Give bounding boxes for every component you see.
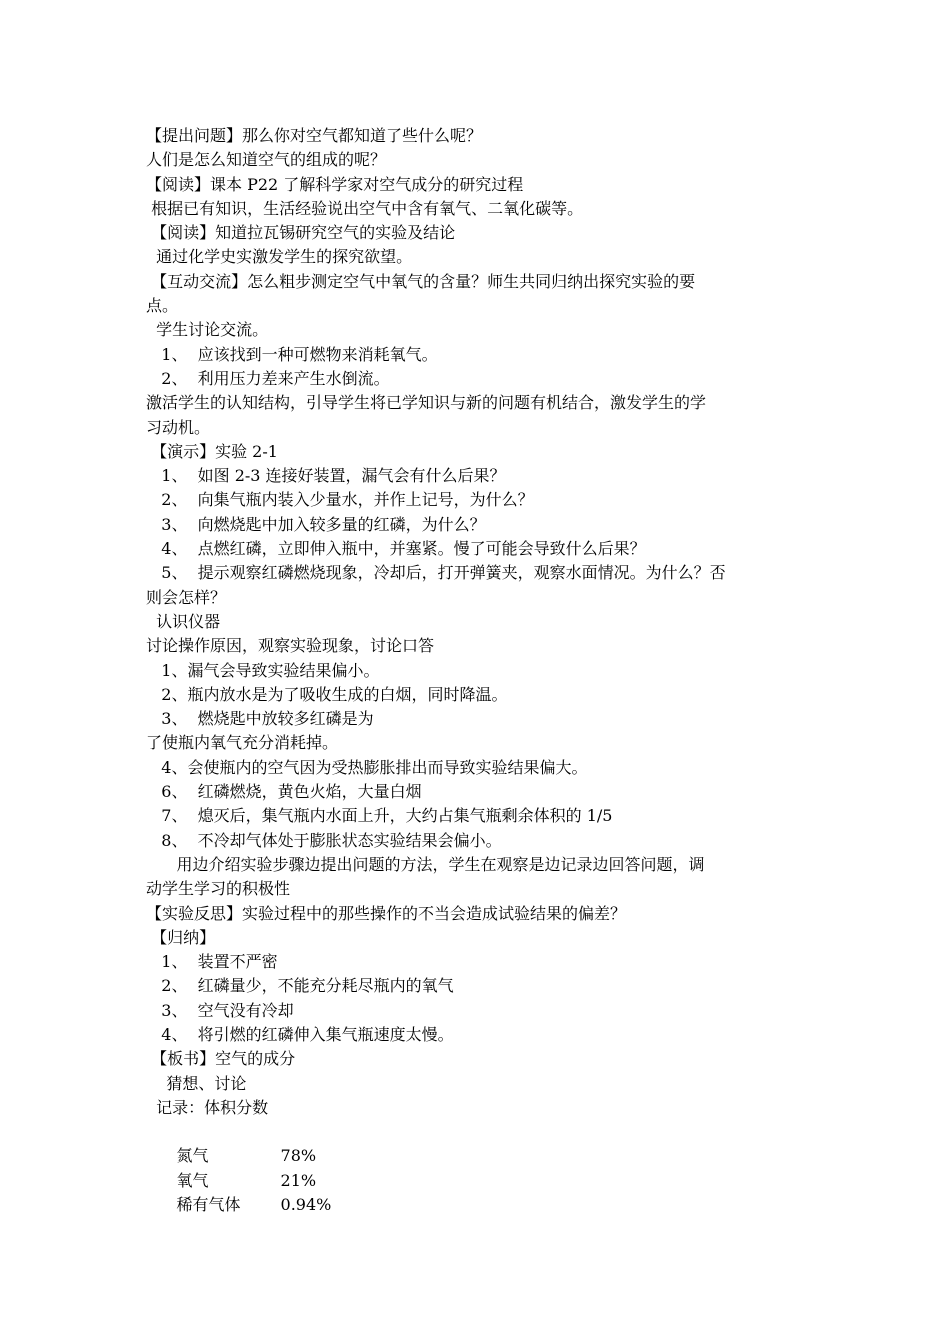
text-line: 【互动交流】怎么粗步测定空气中氧气的含量？师生共同归纳出探究实验的要 (146, 271, 696, 291)
composition-row-nitrogen (146, 1120, 814, 1166)
text-line: 6、 红磷燃烧，黄色火焰，大量白烟 (146, 782, 422, 802)
text-line: 4、 点燃红磷，立即伸入瓶中，并塞紧。慢了可能会导致什么后果？ (146, 539, 646, 559)
text-line: 4、会使瓶内的空气因为受热膨胀排出而导致实验结果偏大。 (146, 757, 588, 777)
gas-name: 氧气 (176, 1170, 209, 1190)
text-line: 1、漏气会导致实验结果偏小。 (146, 660, 380, 680)
text-line: 3、 空气没有冷却 (146, 1000, 294, 1020)
gas-name: 氮气 (176, 1146, 209, 1166)
text-line: 【阅读】课本 P22 了解科学家对空气成分的研究过程 (146, 174, 524, 194)
text-line: 学生讨论交流。 (146, 320, 269, 340)
text-line: 8、 不冷却气体处于膨胀状态实验结果会偏小。 (146, 830, 502, 850)
text-line: 1、 应该找到一种可燃物来消耗氧气。 (146, 344, 438, 364)
text-line: 【实验反思】实验过程中的那些操作的不当会造成试验结果的偏差？ (146, 903, 627, 923)
text-line: 1、 如图 2-3 连接好装置，漏气会有什么后果？ (146, 466, 506, 486)
text-line: 2、瓶内放水是为了吸收生成的白烟，同时降温。 (146, 684, 508, 704)
text-line: 【归纳】 (146, 927, 216, 947)
gas-name: 稀有气体 (176, 1195, 241, 1215)
text-line: 【演示】实验 2-1 (146, 441, 278, 461)
text-line: 通过化学史实激发学生的探究欲望。 (146, 247, 413, 267)
text-line: 了使瓶内氧气充分消耗掉。 (146, 733, 339, 753)
text-line: 【阅读】知道拉瓦锡研究空气的实验及结论 (146, 223, 456, 243)
text-line: 则会怎样？ (146, 587, 227, 607)
text-line: 2、 向集气瓶内装入少量水，并作上记号，为什么？ (146, 490, 534, 510)
document-body (146, 124, 814, 1215)
text-line: 记录：体积分数 (146, 1097, 269, 1117)
text-line: 1、 装置不严密 (146, 952, 278, 972)
text-line: 讨论操作原因，观察实验现象，讨论口答 (146, 636, 435, 656)
text-line: 3、 燃烧匙中放较多红磷是为 (146, 709, 374, 729)
text-line: 3、 向燃烧匙中加入较多量的红磷，为什么？ (146, 514, 486, 534)
text-line: 人们是怎么知道空气的组成的呢？ (146, 150, 387, 170)
text-line: 动学生学习的积极性 (146, 879, 291, 899)
text-line: 点。 (146, 296, 179, 316)
text-line: 根据已有知识，生活经验说出空气中含有氧气、二氧化碳等。 (146, 198, 584, 218)
text-line: 【板书】空气的成分 (146, 1049, 296, 1069)
gas-volume-fraction: 0.94% (280, 1195, 332, 1215)
text-line: 用边介绍实验步骤边提出问题的方法，学生在观察是边记录边回答问题，调 (146, 854, 705, 874)
gas-volume-fraction: 78% (280, 1146, 317, 1166)
text-line: 【提出问题】那么你对空气都知道了些什么呢？ (146, 126, 483, 145)
text-line: 2、 利用压力差来产生水倒流。 (146, 368, 390, 388)
text-line: 激活学生的认知结构，引导学生将已学知识与新的问题有机结合，激发学生的学 (146, 393, 707, 413)
text-line: 2、 红磷量少，不能充分耗尽瓶内的氧气 (146, 976, 454, 996)
gas-volume-fraction: 21% (280, 1170, 317, 1190)
text-line: 5、 提示观察红磷燃烧现象，冷却后，打开弹簧夹，观察水面情况。为什么？否 (146, 563, 726, 583)
text-line: 猜想、讨论 (146, 1073, 247, 1093)
text-line: 习动机。 (146, 417, 211, 437)
text-line: 认识仪器 (146, 611, 221, 631)
text-line: 7、 熄灭后，集气瓶内水面上升，大约占集气瓶剩余体积的 1/5 (146, 806, 613, 826)
text-line: 4、 将引燃的红磷伸入集气瓶速度太慢。 (146, 1024, 454, 1044)
